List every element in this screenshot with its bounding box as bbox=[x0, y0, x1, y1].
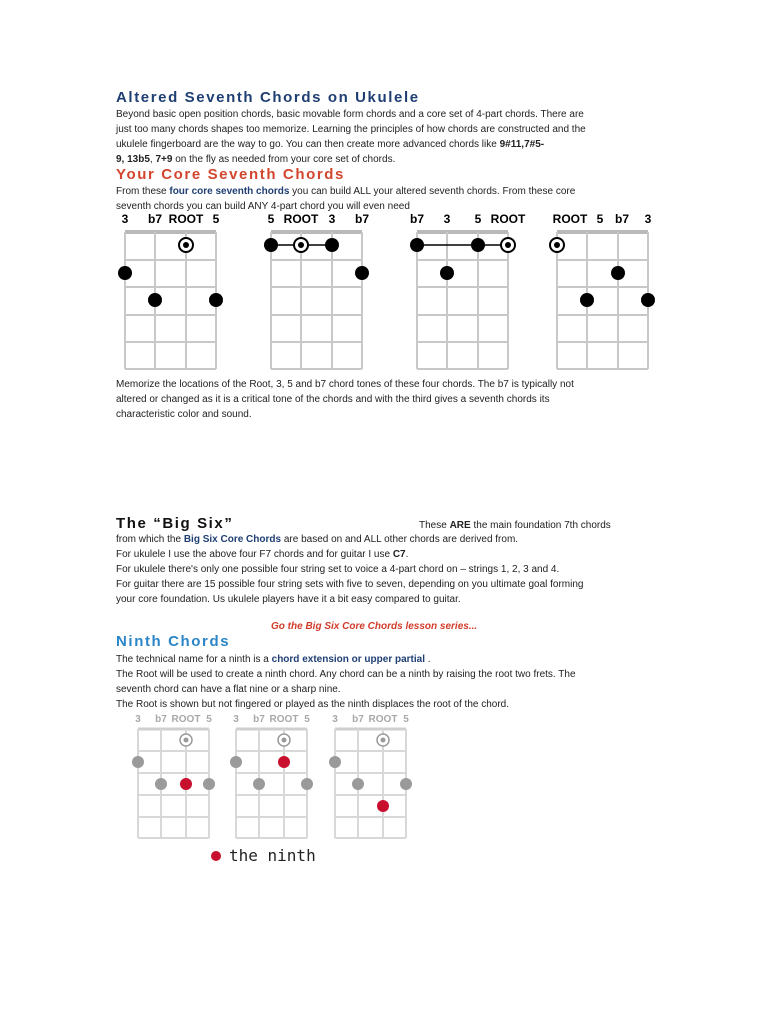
ninth-legend-label: the ninth bbox=[229, 846, 316, 865]
big-six-heading: The “Big Six” bbox=[116, 515, 234, 532]
chord-label: ROOT bbox=[168, 212, 204, 226]
finger-dot bbox=[611, 266, 625, 280]
ninth-chord-diagram-3 bbox=[329, 714, 412, 838]
big-six-paragraph: from which the Big Six Core Chords are based on and ALL other chords are derived from. For ukulele I use the above four F7 chords and for guitar I use C7. For ukulele there's only one possible four string set to voice a 4-part chord on – strings 1, 2, 3 and 4. For guitar there are 15 possible four string sets with five to seven, depending on you ultimate goal forming your core foundation. Us ukulele players have it a bit easy compared to guitar. bbox=[116, 534, 584, 605]
chord-label: 5 bbox=[304, 714, 310, 725]
core-chord-diagram-4 bbox=[550, 212, 655, 369]
finger-dot bbox=[230, 756, 242, 768]
core-chord-diagrams bbox=[110, 208, 660, 383]
chord-label: ROOT bbox=[283, 212, 319, 226]
ninth-legend bbox=[211, 846, 316, 865]
finger-dot bbox=[253, 778, 265, 790]
finger-dot bbox=[580, 293, 594, 307]
ninth-chords-paragraph: The technical name for a ninth is a chord extension or upper partial . The Root will be used to create a ninth chord. Any chord can be a ninth by raising the root two frets. The seventh chord can have a flat nine or a sharp nine. The Root is shown but not fingered or played as the ninth displaces the root of the chord. bbox=[116, 654, 576, 710]
finger-dot bbox=[325, 238, 339, 252]
ninth-dot bbox=[278, 756, 290, 768]
altered-line-4: 9, 13b5, 7+9 on the fly as needed from your core set of chords. bbox=[116, 154, 396, 165]
altered-intro-paragraph bbox=[116, 107, 656, 167]
chord-label: ROOT bbox=[490, 212, 526, 226]
finger-dot bbox=[264, 238, 278, 252]
chord-label: 3 bbox=[328, 212, 336, 226]
chord-label: 5 bbox=[212, 212, 220, 226]
ninth-dot bbox=[180, 778, 192, 790]
altered-line-3: ukulele fingerboard are the way to go. You can then create more advanced chords like 9#11,7#5- bbox=[116, 139, 545, 150]
chord-label: b7 bbox=[614, 212, 630, 226]
chord-label: ROOT bbox=[552, 212, 588, 226]
core-chord-diagram-1 bbox=[118, 212, 223, 369]
chord-label: 3 bbox=[443, 212, 451, 226]
chord-label: b7 bbox=[155, 714, 167, 725]
chord-label: ROOT bbox=[269, 714, 299, 725]
finger-dot bbox=[352, 778, 364, 790]
chord-label: b7 bbox=[147, 212, 163, 226]
finger-dot bbox=[301, 778, 313, 790]
chord-label: ROOT bbox=[171, 714, 201, 725]
finger-dot bbox=[355, 266, 369, 280]
core-chords-heading: Your Core Seventh Chords bbox=[116, 166, 345, 183]
chord-label: 5 bbox=[596, 212, 604, 226]
chord-label: 3 bbox=[332, 714, 338, 725]
chord-label: b7 bbox=[354, 212, 370, 226]
altered-line-2: just too many chords shapes too memorize. Learning the principles of how chords are constructed and the bbox=[116, 124, 586, 135]
core-chord-diagram-3 bbox=[410, 212, 526, 369]
chord-label: b7 bbox=[352, 714, 364, 725]
chord-label: 5 bbox=[267, 212, 275, 226]
altered-chord-examples: 9#11,7#5- bbox=[499, 139, 545, 150]
chord-label: b7 bbox=[253, 714, 265, 725]
finger-dot bbox=[641, 293, 655, 307]
chord-label: 3 bbox=[135, 714, 141, 725]
finger-dot bbox=[471, 238, 485, 252]
chord-label: b7 bbox=[409, 212, 425, 226]
finger-dot bbox=[400, 778, 412, 790]
finger-dot bbox=[203, 778, 215, 790]
memorize-paragraph: Memorize the locations of the Root, 3, 5 and b7 chord tones of these four chords. The b7 is typically not altered or changed as it is a critical tone of the chords and with the third gives a seventh chords its characteristic color and sound. bbox=[116, 379, 574, 420]
chord-label: 5 bbox=[206, 714, 212, 725]
finger-dot bbox=[148, 293, 162, 307]
ninth-legend-dot-icon bbox=[211, 851, 221, 861]
chord-label: 3 bbox=[121, 212, 129, 226]
ninth-chords-heading: Ninth Chords bbox=[116, 633, 231, 650]
core-chords-paragraph: From these four core seventh chords you can build ALL your altered seventh chords. From these core seventh chords you can build ANY 4-part chord you will even need bbox=[116, 186, 576, 212]
ninth-chord-diagrams bbox=[128, 710, 428, 845]
big-six-lesson-link[interactable]: Go the Big Six Core Chords lesson series... bbox=[271, 621, 478, 632]
finger-dot bbox=[410, 238, 424, 252]
page-title: Altered Seventh Chords on Ukulele bbox=[116, 89, 420, 106]
finger-dot bbox=[132, 756, 144, 768]
finger-dot bbox=[329, 756, 341, 768]
ninth-chord-diagram-2 bbox=[230, 714, 313, 838]
finger-dot bbox=[440, 266, 454, 280]
chord-label: 5 bbox=[403, 714, 409, 725]
ninth-chord-diagram-1 bbox=[132, 714, 215, 838]
chord-label: ROOT bbox=[368, 714, 398, 725]
chord-label: 3 bbox=[644, 212, 652, 226]
chord-label: 3 bbox=[233, 714, 239, 725]
finger-dot bbox=[209, 293, 223, 307]
ninth-dot bbox=[377, 800, 389, 812]
finger-dot bbox=[155, 778, 167, 790]
altered-line-1: Beyond basic open position chords, basic movable form chords and a core set of 4-part chords. There are bbox=[116, 109, 584, 120]
chord-label: 5 bbox=[474, 212, 482, 226]
finger-dot bbox=[118, 266, 132, 280]
core-chord-diagram-2 bbox=[264, 212, 369, 369]
big-six-intro: These ARE the main foundation 7th chords bbox=[419, 520, 611, 531]
